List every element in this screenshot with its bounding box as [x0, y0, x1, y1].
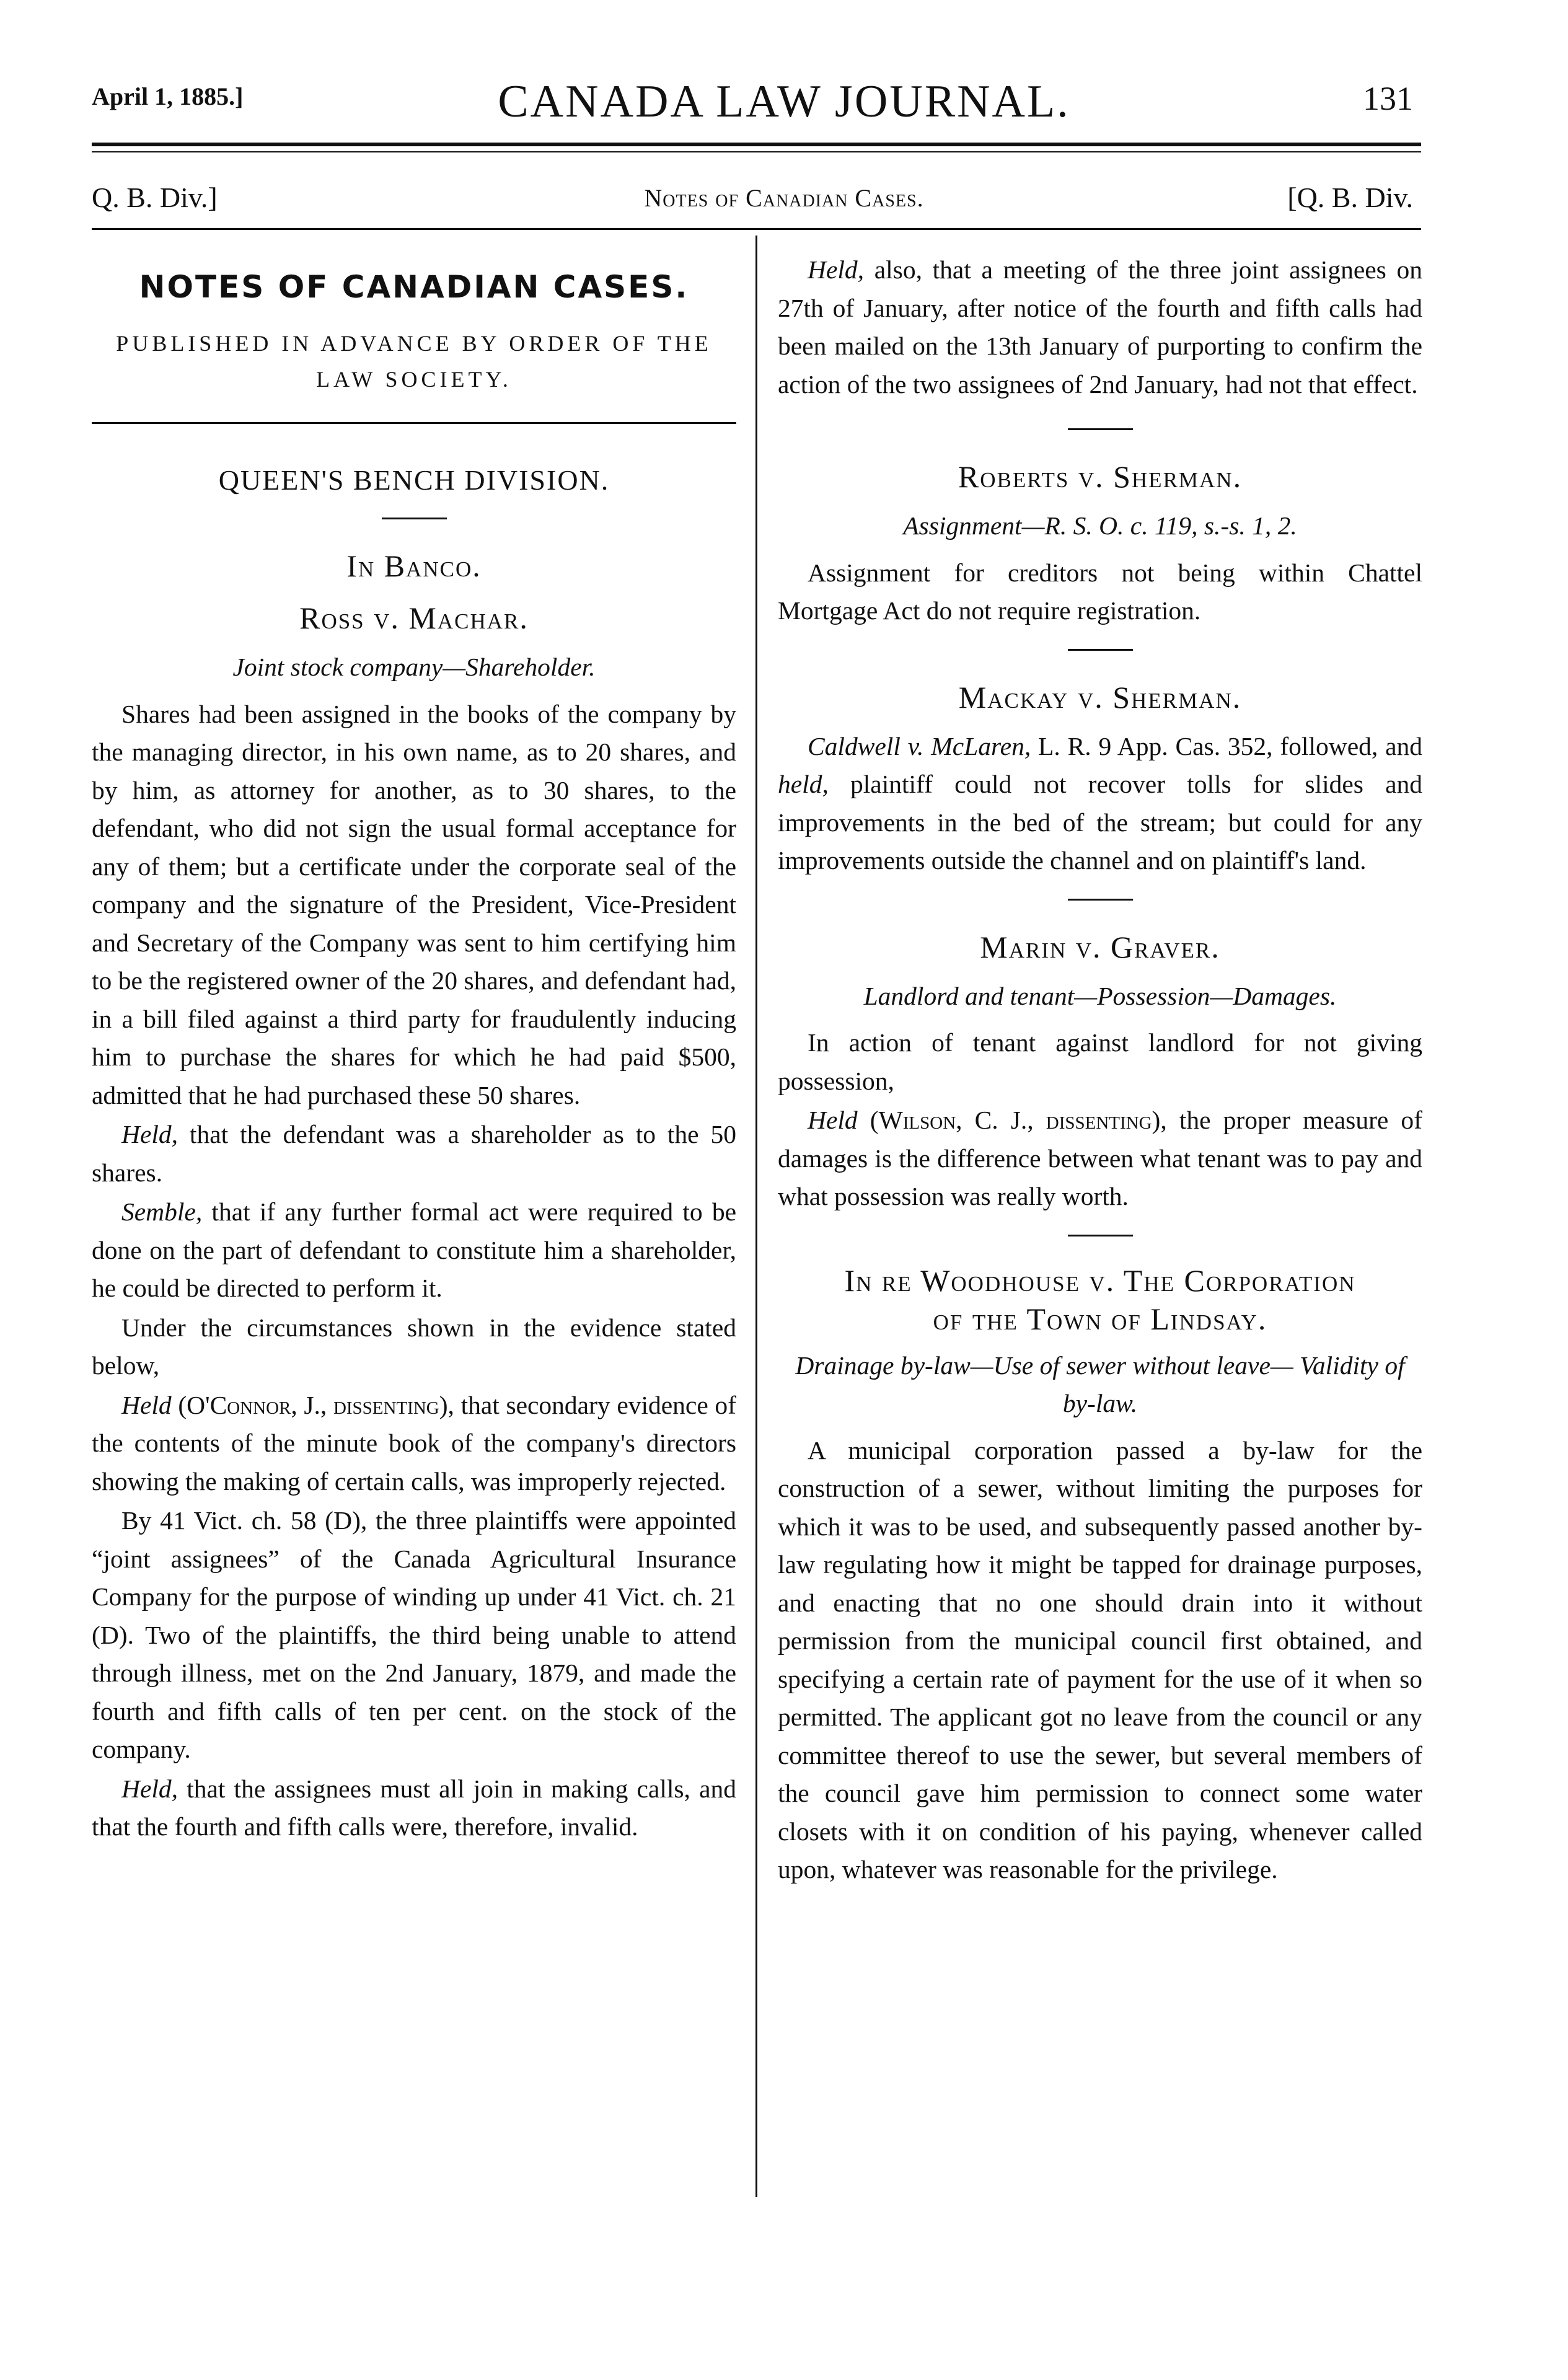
- subheader-rule: [92, 228, 1421, 230]
- held-label: Held,: [121, 1774, 178, 1803]
- case-paragraph: A municipal corporation passed a by-law for the construction of a sewer, without limiting the purposes for which it was to be used, and subsequently passed another by-law regulating how it might be tapped for drainage purposes, and enacting that no one should drain into it without permission from the municipal council first obtained, and specifying a certain rate of payment for the use of it when so permitted. The applicant got no leave from the council or any committee thereof to use the sewer, but several members of the council gave him permission to connect some water closets with it on condition of his paying, whenever called upon, whatever was reasonable for the privilege.: [778, 1435, 1422, 1884]
- case-paragraph: [778, 251, 1422, 403]
- cited-case: Caldwell v. McLaren,: [808, 731, 1031, 760]
- case-paragraph: [92, 1193, 736, 1308]
- case-paragraph: [92, 1386, 736, 1501]
- case-paragraph: [92, 1116, 736, 1192]
- case-subject: Assignment—R. S. O. c. 119, s.-s. 1, 2.: [903, 511, 1297, 540]
- issue-date: April 1, 1885.]: [92, 82, 244, 110]
- case-subject: Drainage by-law—Use of sewer without leave— Validity of by-law.: [795, 1351, 1405, 1417]
- column-divider: [755, 236, 757, 2197]
- published-note: [92, 325, 736, 397]
- case-title: [778, 1261, 1422, 1338]
- held-label: held,: [778, 770, 829, 798]
- left-column: [92, 245, 736, 1846]
- case-paragraph: By 41 Vict. ch. 58 (D), the three plaintiffs were appointed “joint assignees” of the Canada Agricultural Insurance Company for the purpose of winding up under 41 Vict. ch. 21 (D). Two of the plaintiffs, the third being unable to attend through illness, met on the 2nd January, 1879, and made the fourth and fifth calls of ten per cent. on the stock of the company.: [92, 1506, 736, 1763]
- paragraph-text: , that secondary evidence of the contents of the minute book of the company's directors showing the making of certain calls, was improperly rejected.: [92, 1390, 736, 1496]
- division-heading: QUEEN'S BENCH DIVISION.: [218, 464, 610, 496]
- held-label: Held: [808, 1106, 858, 1134]
- running-head-left: Q. B. Div.]: [92, 182, 218, 213]
- journal-title: CANADA LAW JOURNAL.: [498, 76, 1070, 127]
- published-line-2: LAW SOCIETY.: [316, 366, 512, 392]
- held-label: Held,: [121, 1120, 178, 1148]
- case-subject: Joint stock company—Shareholder.: [232, 653, 596, 681]
- running-head-right: [Q. B. Div.: [1287, 182, 1413, 213]
- paragraph-text: that the assignees must all join in making calls, and that the fourth and fifth calls were, therefore, invalid.: [92, 1774, 736, 1841]
- in-banco-heading: In Banco.: [346, 549, 482, 583]
- case-title: Mackay v. Sherman.: [958, 679, 1242, 715]
- semble-label: Semble,: [121, 1197, 203, 1226]
- header-rule-thin: [92, 151, 1421, 152]
- right-column: [778, 251, 1422, 1889]
- short-rule: [382, 518, 447, 519]
- paragraph-text: that if any further formal act were required to be done on the part of defendant to constitute him a shareholder, he could be directed to perform it.: [92, 1197, 736, 1302]
- case-title-line-2: of the Town of Lindsay.: [933, 1301, 1267, 1336]
- case-paragraph: Shares had been assigned in the books of the company by the managing director, in his own name, as to 20 shares, and by him, as attorney for another, as to 30 shares, to the defendant, who did not sign the usual formal acceptance for any of them; but a certificate under the corporate seal of the company and the signature of the President, Vice-President and Secretary of the Company was sent to him certifying him to be the registered owner of the 20 shares, and defendant had, in a bill filed against a third party for fraudulently inducing him to purchase the shares for which he had paid $500, admitted that he had purchased these 50 shares.: [92, 699, 736, 1109]
- paragraph-text: L. R. 9 App. Cas. 352, followed, and: [1031, 731, 1422, 760]
- paragraph-text: that the defendant was a shareholder as to the 50 shares.: [92, 1120, 736, 1187]
- held-label: Held: [121, 1390, 172, 1419]
- case-paragraph: Assignment for creditors not being within Chattel Mortgage Act do not require registration.: [778, 558, 1422, 625]
- case-paragraph: [778, 1101, 1422, 1216]
- section-rule: [92, 422, 736, 424]
- dissent-note: (Wilson, C. J., dissenting): [857, 1106, 1161, 1134]
- short-rule: [1068, 1235, 1133, 1236]
- case-paragraph: Under the circumstances shown in the evidence stated below,: [92, 1313, 736, 1380]
- case-paragraph: [778, 728, 1422, 880]
- held-label: Held,: [808, 255, 865, 284]
- case-subject: Landlord and tenant—Possession—Damages.: [863, 981, 1337, 1010]
- running-head-section: Notes of Canadian Cases.: [644, 184, 924, 212]
- notes-heading: NOTES OF CANADIAN CASES.: [139, 269, 689, 305]
- dissent-note: (O'Connor, J., dissenting): [171, 1390, 448, 1419]
- page-number: 131: [1363, 80, 1413, 117]
- case-title: Roberts v. Sherman.: [958, 459, 1243, 494]
- case-title: Marin v. Graver.: [980, 929, 1220, 964]
- case-title-line-1: In re Woodhouse v. The Corporation: [844, 1263, 1356, 1298]
- case-paragraph: In action of tenant against landlord for not giving possession,: [778, 1028, 1422, 1095]
- published-line-1: PUBLISHED IN ADVANCE BY ORDER OF THE: [116, 330, 712, 356]
- case-paragraph: [92, 1770, 736, 1846]
- short-rule: [1068, 899, 1133, 901]
- paragraph-text: plaintiff could not recover tolls for slides and improvements in the bed of the stream; but could for any improvements outside the channel and on plaintiff's land.: [778, 770, 1422, 875]
- short-rule: [1068, 428, 1133, 430]
- paragraph-text: , the proper measure of damages is the difference between what tenant was to pay and what possession was really worth.: [778, 1106, 1422, 1210]
- header-rule-thick: [92, 143, 1421, 146]
- case-title: Ross v. Machar.: [299, 601, 529, 635]
- short-rule: [1068, 649, 1133, 651]
- paragraph-text: also, that a meeting of the three joint assignees on 27th of January, after notice of the fourth and fifth calls had been mailed on the 13th January of purporting to confirm the action of the two assignees of 2nd January, had not that effect.: [778, 255, 1422, 399]
